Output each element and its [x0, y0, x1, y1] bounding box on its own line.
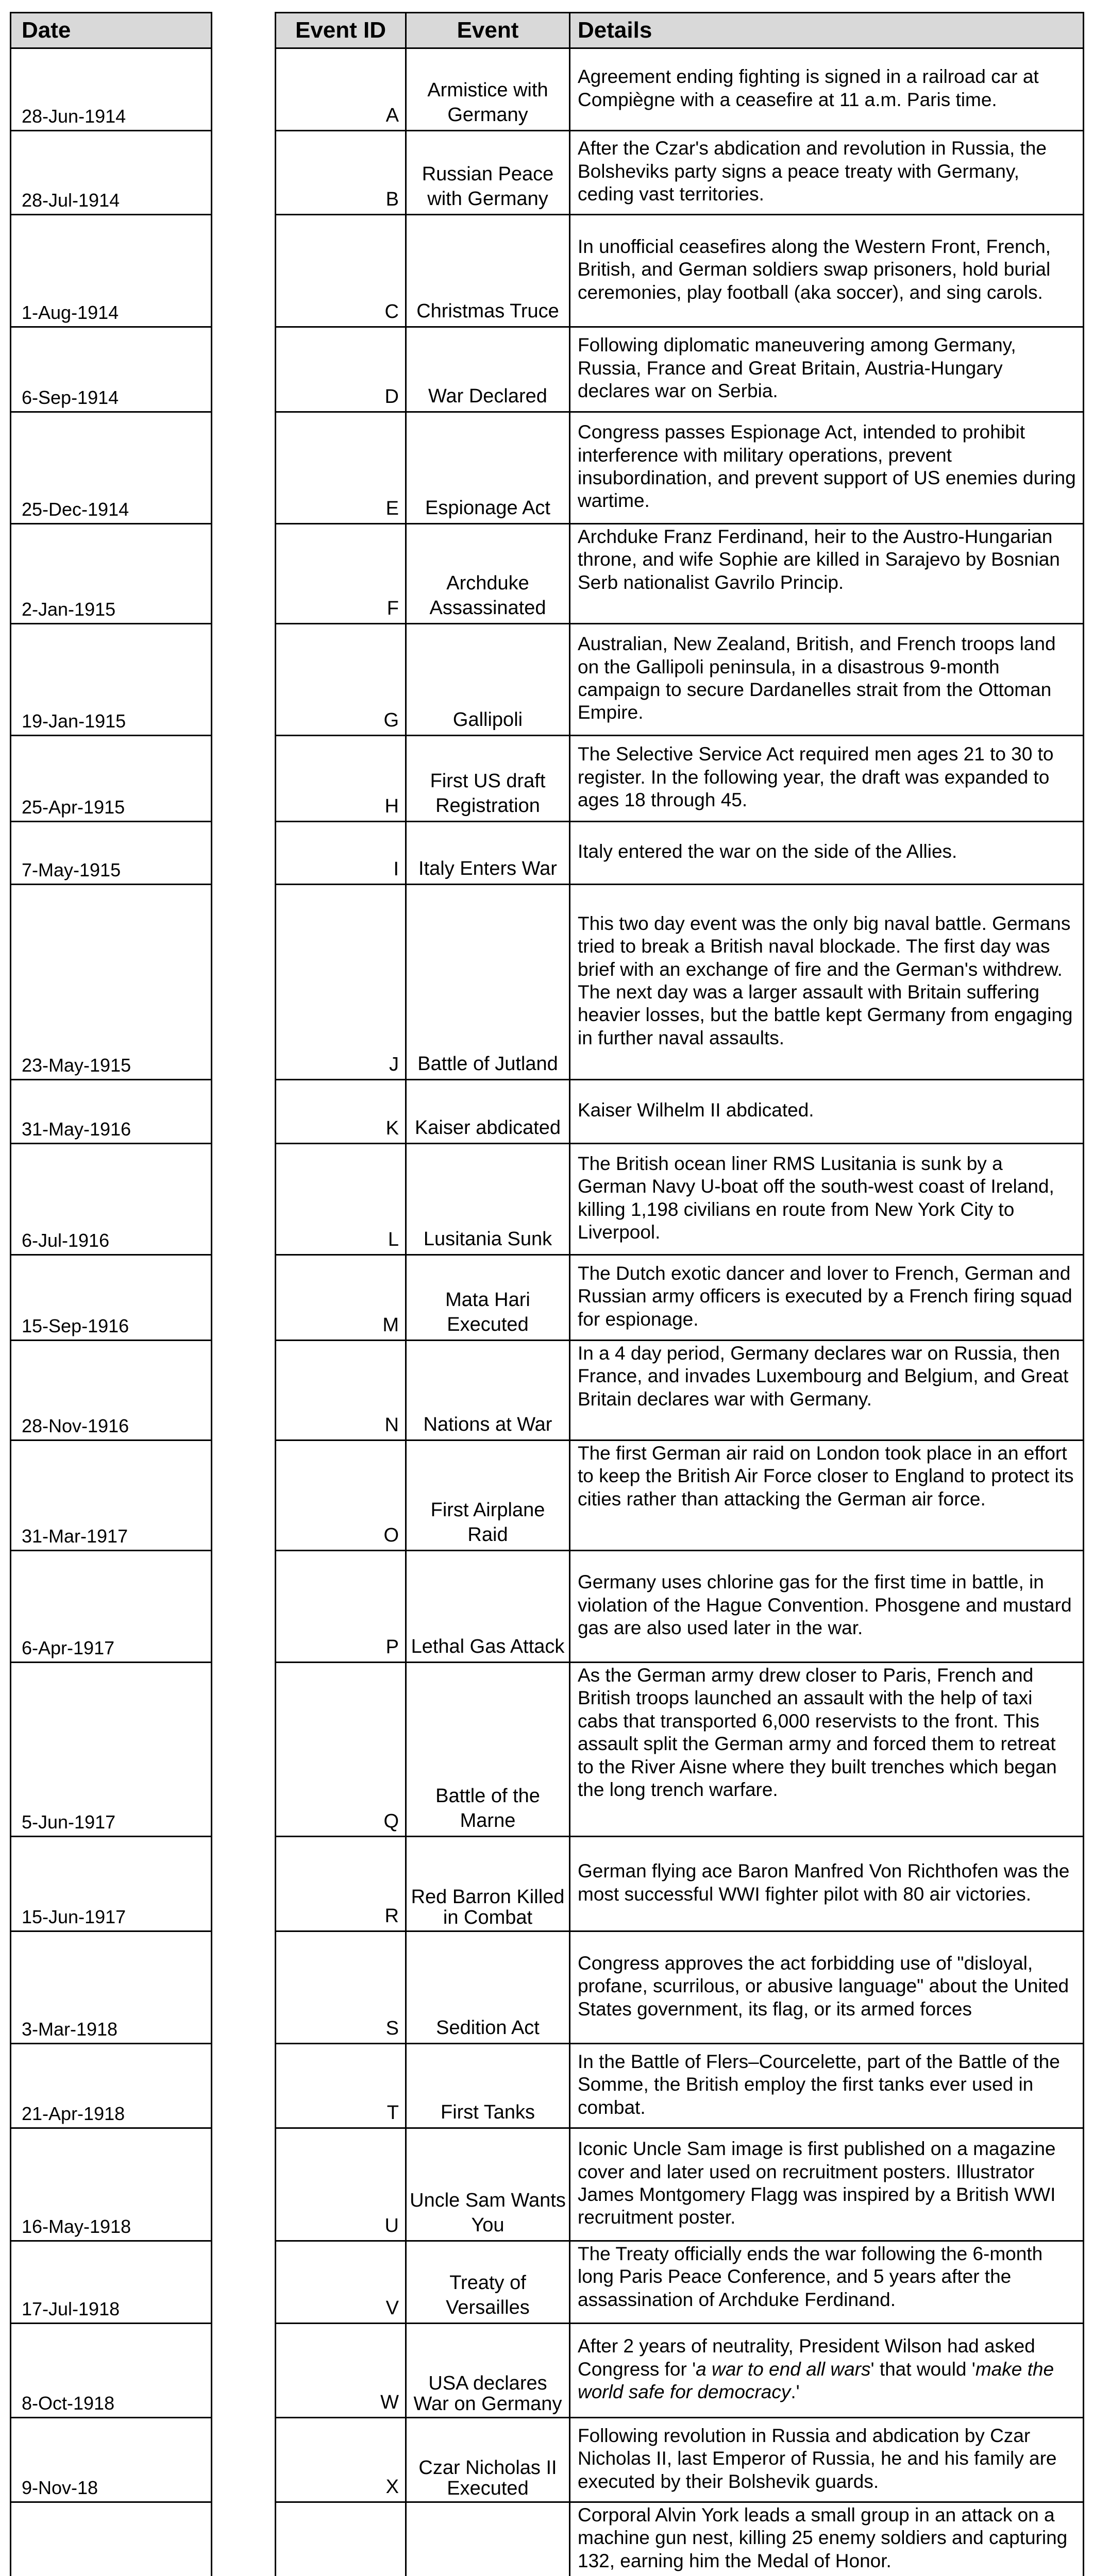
- event-name-cell: Sedition Act: [406, 1931, 570, 2044]
- event-name-cell: Red Barron Killed in Combat: [406, 1837, 570, 1931]
- date-table: [10, 12, 212, 2576]
- date-cell: 23-May-1915: [11, 885, 212, 1080]
- date-cell: [11, 2502, 212, 2576]
- event-details-cell: Following diplomatic maneuvering among Germany, Russia, France and Great Britain, Austria-Hungary declares war on Serbia.: [570, 327, 1084, 412]
- event-details-cell: German flying ace Baron Manfred Von Richthofen was the most successful WWI fighter pilot with 80 air victories.: [570, 1837, 1084, 1931]
- event-id-cell: E: [276, 412, 406, 524]
- event-header-row: [276, 13, 1084, 48]
- date-cell: 21-Apr-1918: [11, 2044, 212, 2128]
- italic-quote-text: a war to end all wars: [696, 2358, 871, 2380]
- italic-quote-text: make the world safe for democracy: [578, 2358, 1054, 2403]
- event-row: [276, 1663, 1084, 1837]
- date-row: [11, 822, 212, 885]
- date-row: [11, 624, 212, 736]
- event-details-cell: The Dutch exotic dancer and lover to French, German and Russian army officers is executed by a French firing squad for espionage.: [570, 1255, 1084, 1341]
- event-id-cell: [276, 2502, 406, 2576]
- date-row: [11, 1080, 212, 1144]
- date-row: [11, 1440, 212, 1551]
- date-cell: 15-Sep-1916: [11, 1255, 212, 1341]
- event-row: [276, 2044, 1084, 2128]
- event-id-cell: N: [276, 1341, 406, 1440]
- event-row: [276, 1080, 1084, 1144]
- event-id-cell: U: [276, 2128, 406, 2241]
- date-cell: 5-Jun-1917: [11, 1663, 212, 1837]
- event-name-cell: Czar Nicholas II Executed: [406, 2418, 570, 2502]
- event-name-cell: USA declares War on Germany: [406, 2324, 570, 2418]
- event-details-cell: Germany uses chlorine gas for the first time in battle, in violation of the Hague Convention. Phosgene and mustard gas are also used later in the war.: [570, 1551, 1084, 1663]
- event-details-cell: As the German army drew closer to Paris, French and British troops launched an assault with the help of taxi cabs that transported 6,000 reservists to the front. This assault split the German army and forced them to retreat to the River Aisne where they built trenches which began the long trench warfare.: [570, 1663, 1084, 1837]
- event-details-cell: Congress approves the act forbidding use of "disloyal, profane, scurrilous, or abusive language" about the United States government, its flag, or its armed forces: [570, 1931, 1084, 2044]
- event-name-cell: Kaiser abdicated: [406, 1080, 570, 1144]
- event-row: [276, 1837, 1084, 1931]
- event-details-cell: Iconic Uncle Sam image is first published on a magazine cover and later used on recruitment posters. Illustrator James Montgomery Flagg was inspired by a British WWI recruitment poster.: [570, 2128, 1084, 2241]
- date-cell: 28-Jul-1914: [11, 131, 212, 215]
- event-id-cell: D: [276, 327, 406, 412]
- event-details-cell: After the Czar's abdication and revolution in Russia, the Bolsheviks party signs a peace treaty with Germany, ceding vast territories.: [570, 131, 1084, 215]
- event-row: [276, 48, 1084, 131]
- date-row: [11, 2502, 212, 2576]
- date-cell: 15-Jun-1917: [11, 1837, 212, 1931]
- date-cell: 25-Apr-1915: [11, 736, 212, 822]
- date-row: [11, 1551, 212, 1663]
- event-row: [276, 624, 1084, 736]
- event-id-cell: M: [276, 1255, 406, 1341]
- date-cell: 28-Nov-1916: [11, 1341, 212, 1440]
- event-table-body: [276, 48, 1084, 2576]
- event-row: [276, 736, 1084, 822]
- event-row: [276, 2324, 1084, 2418]
- event-row: [276, 1144, 1084, 1255]
- event-details-cell: This two day event was the only big naval battle. Germans tried to break a British naval blockade. The first day was brief with an exchange of fire and the German's withdrew. The next day was a larger assault with Britain suffering heavier losses, but the battle kept Germany from engaging in further naval assaults.: [570, 885, 1084, 1080]
- date-row: [11, 736, 212, 822]
- event-name-cell: Russian Peace with Germany: [406, 131, 570, 215]
- event-row: [276, 215, 1084, 327]
- event-name-cell: Nations at War: [406, 1341, 570, 1440]
- date-row: [11, 131, 212, 215]
- date-cell: 28-Jun-1914: [11, 48, 212, 131]
- event-row: [276, 885, 1084, 1080]
- event-name-cell: Lusitania Sunk: [406, 1144, 570, 1255]
- event-row: [276, 1440, 1084, 1551]
- event-details-cell: The first German air raid on London took place in an effort to keep the British Air Force closer to England to protect its cities rather than attacking the German air force.: [570, 1440, 1084, 1551]
- event-name-cell: First US draft Registration: [406, 736, 570, 822]
- event-details-cell: The Selective Service Act required men ages 21 to 30 to register. In the following year, the draft was expanded to ages 18 through 45.: [570, 736, 1084, 822]
- details-text: .': [791, 2381, 800, 2403]
- event-details-cell: In unofficial ceasefires along the Western Front, French, British, and German soldiers swap prisoners, hold burial ceremonies, play football (aka soccer), and sing carols.: [570, 215, 1084, 327]
- event-row: [276, 822, 1084, 885]
- event-row: [276, 412, 1084, 524]
- event-name-cell: Battle of the Marne: [406, 1663, 570, 1837]
- event-id-cell: L: [276, 1144, 406, 1255]
- event-row: [276, 1341, 1084, 1440]
- event-row: [276, 131, 1084, 215]
- details-column-header: Details: [570, 13, 1084, 48]
- event-row: [276, 1255, 1084, 1341]
- date-row: [11, 2128, 212, 2241]
- event-name-cell: First Tanks: [406, 2044, 570, 2128]
- event-id-cell: J: [276, 885, 406, 1080]
- event-row: [276, 1551, 1084, 1663]
- event-id-cell: R: [276, 1837, 406, 1931]
- event-id-cell: F: [276, 524, 406, 624]
- event-id-cell: T: [276, 2044, 406, 2128]
- event-id-column-header: Event ID: [276, 13, 406, 48]
- date-row: [11, 1837, 212, 1931]
- event-name-cell: Uncle Sam Wants You: [406, 2128, 570, 2241]
- event-id-cell: A: [276, 48, 406, 131]
- date-row: [11, 885, 212, 1080]
- date-cell: 25-Dec-1914: [11, 412, 212, 524]
- event-id-cell: C: [276, 215, 406, 327]
- event-name-cell: Armistice with Germany: [406, 48, 570, 131]
- details-text: ' that would ': [870, 2358, 976, 2380]
- event-row: [276, 2418, 1084, 2502]
- event-name-cell: War Declared: [406, 327, 570, 412]
- date-row: [11, 412, 212, 524]
- event-row: [276, 2241, 1084, 2324]
- date-row: [11, 1931, 212, 2044]
- date-cell: 6-Sep-1914: [11, 327, 212, 412]
- date-cell: 31-May-1916: [11, 1080, 212, 1144]
- event-row: [276, 2502, 1084, 2576]
- date-row: [11, 1255, 212, 1341]
- date-column-header: Date: [11, 13, 212, 48]
- event-details-cell: Agreement ending fighting is signed in a railroad car at Compiègne with a ceasefire at 11 a.m. Paris time.: [570, 48, 1084, 131]
- date-cell: 9-Nov-18: [11, 2418, 212, 2502]
- event-details-cell: Kaiser Wilhelm II abdicated.: [570, 1080, 1084, 1144]
- date-cell: 3-Mar-1918: [11, 1931, 212, 2044]
- event-name-cell: Christmas Truce: [406, 215, 570, 327]
- event-details-cell: Australian, New Zealand, British, and French troops land on the Gallipoli peninsula, in a disastrous 9-month campaign to secure Dardanelles strait from the Ottoman Empire.: [570, 624, 1084, 736]
- event-name-cell: Battle of Jutland: [406, 885, 570, 1080]
- event-name-cell: Treaty of Versailles: [406, 2241, 570, 2324]
- date-row: [11, 524, 212, 624]
- event-details-cell: The Treaty officially ends the war following the 6-month long Paris Peace Conference, and 5 years after the assassination of Archduke Ferdinand.: [570, 2241, 1084, 2324]
- event-id-cell: V: [276, 2241, 406, 2324]
- date-header-row: [11, 13, 212, 48]
- date-row: [11, 48, 212, 131]
- date-row: [11, 2324, 212, 2418]
- event-id-cell: G: [276, 624, 406, 736]
- event-details-cell: [570, 2324, 1084, 2418]
- event-details-cell: The British ocean liner RMS Lusitania is sunk by a German Navy U-boat off the south-west coast of Ireland, killing 1,198 civilians en route from New York City to Liverpool.: [570, 1144, 1084, 1255]
- event-id-cell: X: [276, 2418, 406, 2502]
- date-row: [11, 2241, 212, 2324]
- date-cell: 16-May-1918: [11, 2128, 212, 2241]
- event-name-cell: Lethal Gas Attack: [406, 1551, 570, 1663]
- date-row: [11, 2418, 212, 2502]
- date-cell: 19-Jan-1915: [11, 624, 212, 736]
- event-name-cell: [406, 2502, 570, 2576]
- event-name-cell: Gallipoli: [406, 624, 570, 736]
- date-table-body: [11, 48, 212, 2576]
- date-cell: 8-Oct-1918: [11, 2324, 212, 2418]
- event-name-cell: Archduke Assassinated: [406, 524, 570, 624]
- event-details-cell: Corporal Alvin York leads a small group in an attack on a machine gun nest, killing 25 enemy soldiers and capturing 132, earning him the Medal of Honor.: [570, 2502, 1084, 2576]
- date-row: [11, 1341, 212, 1440]
- event-column-header: Event: [406, 13, 570, 48]
- date-row: [11, 2044, 212, 2128]
- event-id-cell: O: [276, 1440, 406, 1551]
- date-cell: 6-Jul-1916: [11, 1144, 212, 1255]
- event-id-cell: K: [276, 1080, 406, 1144]
- event-row: [276, 1931, 1084, 2044]
- event-name-cell: First Airplane Raid: [406, 1440, 570, 1551]
- event-row: [276, 2128, 1084, 2241]
- date-cell: 6-Apr-1917: [11, 1551, 212, 1663]
- date-cell: 31-Mar-1917: [11, 1440, 212, 1551]
- event-details-cell: Archduke Franz Ferdinand, heir to the Austro-Hungarian throne, and wife Sophie are killed in Sarajevo by Bosnian Serb nationalist Gavrilo Princip.: [570, 524, 1084, 624]
- date-row: [11, 1663, 212, 1837]
- event-details-cell: In a 4 day period, Germany declares war on Russia, then France, and invades Luxembourg and Belgium, and Great Britain declares war with Germany.: [570, 1341, 1084, 1440]
- event-row: [276, 524, 1084, 624]
- event-id-cell: W: [276, 2324, 406, 2418]
- event-name-cell: Mata Hari Executed: [406, 1255, 570, 1341]
- event-id-cell: P: [276, 1551, 406, 1663]
- event-row: [276, 327, 1084, 412]
- event-details-cell: In the Battle of Flers–Courcelette, part of the Battle of the Somme, the British employ the first tanks ever used in combat.: [570, 2044, 1084, 2128]
- date-row: [11, 1144, 212, 1255]
- event-id-cell: I: [276, 822, 406, 885]
- event-id-cell: S: [276, 1931, 406, 2044]
- event-id-cell: B: [276, 131, 406, 215]
- event-details-cell: Congress passes Espionage Act, intended to prohibit interference with military operations, prevent insubordination, and prevent support of US enemies during wartime.: [570, 412, 1084, 524]
- date-row: [11, 327, 212, 412]
- event-name-cell: Italy Enters War: [406, 822, 570, 885]
- event-id-cell: H: [276, 736, 406, 822]
- date-cell: 2-Jan-1915: [11, 524, 212, 624]
- event-details-cell: Following revolution in Russia and abdication by Czar Nicholas II, last Emperor of Russia, he and his family are executed by their Bolshevik guards.: [570, 2418, 1084, 2502]
- event-id-cell: Q: [276, 1663, 406, 1837]
- event-name-cell: Espionage Act: [406, 412, 570, 524]
- date-cell: 17-Jul-1918: [11, 2241, 212, 2324]
- event-details-cell: Italy entered the war on the side of the Allies.: [570, 822, 1084, 885]
- date-cell: 1-Aug-1914: [11, 215, 212, 327]
- event-table: [275, 12, 1084, 2576]
- details-text: After 2 years of neutrality, President Wilson had asked Congress for ': [578, 2335, 1035, 2380]
- date-cell: 7-May-1915: [11, 822, 212, 885]
- date-row: [11, 215, 212, 327]
